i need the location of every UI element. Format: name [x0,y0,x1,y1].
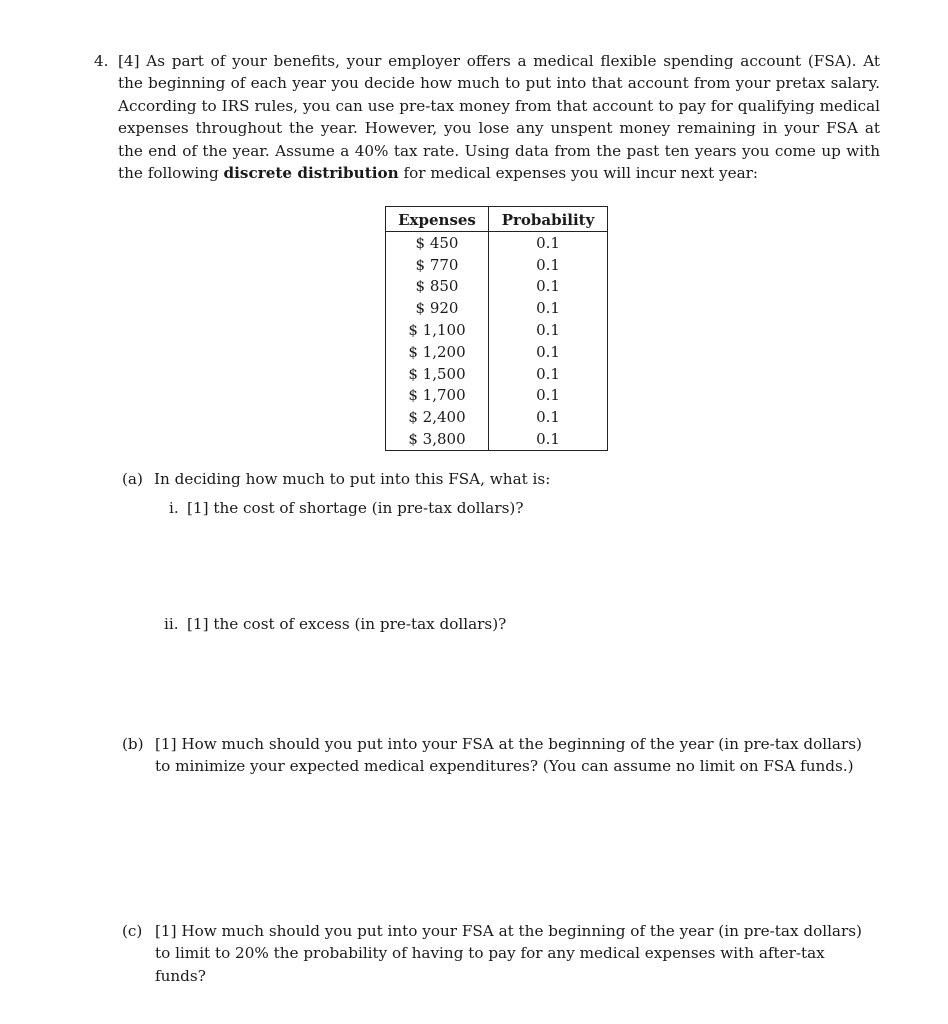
probability-cell: 0.1 [489,406,608,428]
question-b-text: [1] How much should you put into your FSA at the beginning of the year (in pre-tax dollars) to minimize your expected medical expenditures? (You can assume no limit on FSA funds.) [155,735,862,776]
problem-4 [94,50,880,184]
expense-cell: $ 1,100 [386,319,489,341]
probability-cell: 0.1 [489,276,608,298]
probability-cell: 0.1 [489,385,608,407]
probability-cell: 0.1 [489,297,608,319]
table-row [386,254,608,276]
probability-cell: 0.1 [489,428,608,450]
question-a [122,468,842,490]
table-row [386,341,608,363]
probability-cell: 0.1 [489,254,608,276]
question-b [122,733,880,778]
table-row [386,406,608,428]
problem-number: 4. [94,52,109,70]
table-row [386,297,608,319]
table-header-row [386,207,608,232]
expense-cell: $ 1,200 [386,341,489,363]
question-a-ii [164,613,844,635]
header-expenses: Expenses [386,207,489,232]
question-a-label: (a) [122,470,143,488]
question-b-label: (b) [122,735,144,753]
table-row [386,232,608,254]
probability-cell: 0.1 [489,232,608,254]
expense-cell: $ 2,400 [386,406,489,428]
table-row [386,428,608,450]
table-row [386,276,608,298]
question-a-i-label: i. [169,499,179,517]
probability-cell: 0.1 [489,341,608,363]
table-row [386,319,608,341]
distribution-table [385,206,608,451]
intro-text-end: for medical expenses you will incur next year: [403,164,759,183]
question-a-ii-label: ii. [164,615,179,633]
expense-cell: $ 450 [386,232,489,254]
problem-intro [118,50,880,184]
question-a-i [169,497,849,519]
expense-cell: $ 1,500 [386,363,489,385]
question-c-text: [1] How much should you put into your FSA at the beginning of the year (in pre-tax dollars) to limit to 20% the probability of having to pay for any medical expenses with after-tax funds? [155,922,862,985]
question-c-label: (c) [122,922,143,940]
header-probability: Probability [489,207,608,232]
table-row [386,363,608,385]
table-row [386,385,608,407]
question-a-i-text: [1] the cost of shortage (in pre-tax dollars)? [187,499,524,517]
question-a-text: In deciding how much to put into this FSA, what is: [154,470,551,488]
question-c [122,920,880,987]
expense-cell: $ 1,700 [386,385,489,407]
probability-cell: 0.1 [489,319,608,341]
expense-cell: $ 3,800 [386,428,489,450]
expense-cell: $ 850 [386,276,489,298]
probability-cell: 0.1 [489,363,608,385]
expense-cell: $ 770 [386,254,489,276]
intro-bold-term: discrete distribution [223,164,399,183]
question-a-ii-text: [1] the cost of excess (in pre-tax dollars)? [187,615,507,633]
intro-text: [4] As part of your benefits, your employer offers a medical flexible spending account (FSA). At the beginning of each year you decide how much to put into that account from your pretax salary. According to IRS rules, you can use pre-tax money from that account to pay for qualifying medical expenses throughout the year. However, you lose any unspent money remaining in your FSA at the end of the year. Assume a 40% tax rate. Using data from the past ten years you come up with the following [118,52,880,183]
expense-cell: $ 920 [386,297,489,319]
